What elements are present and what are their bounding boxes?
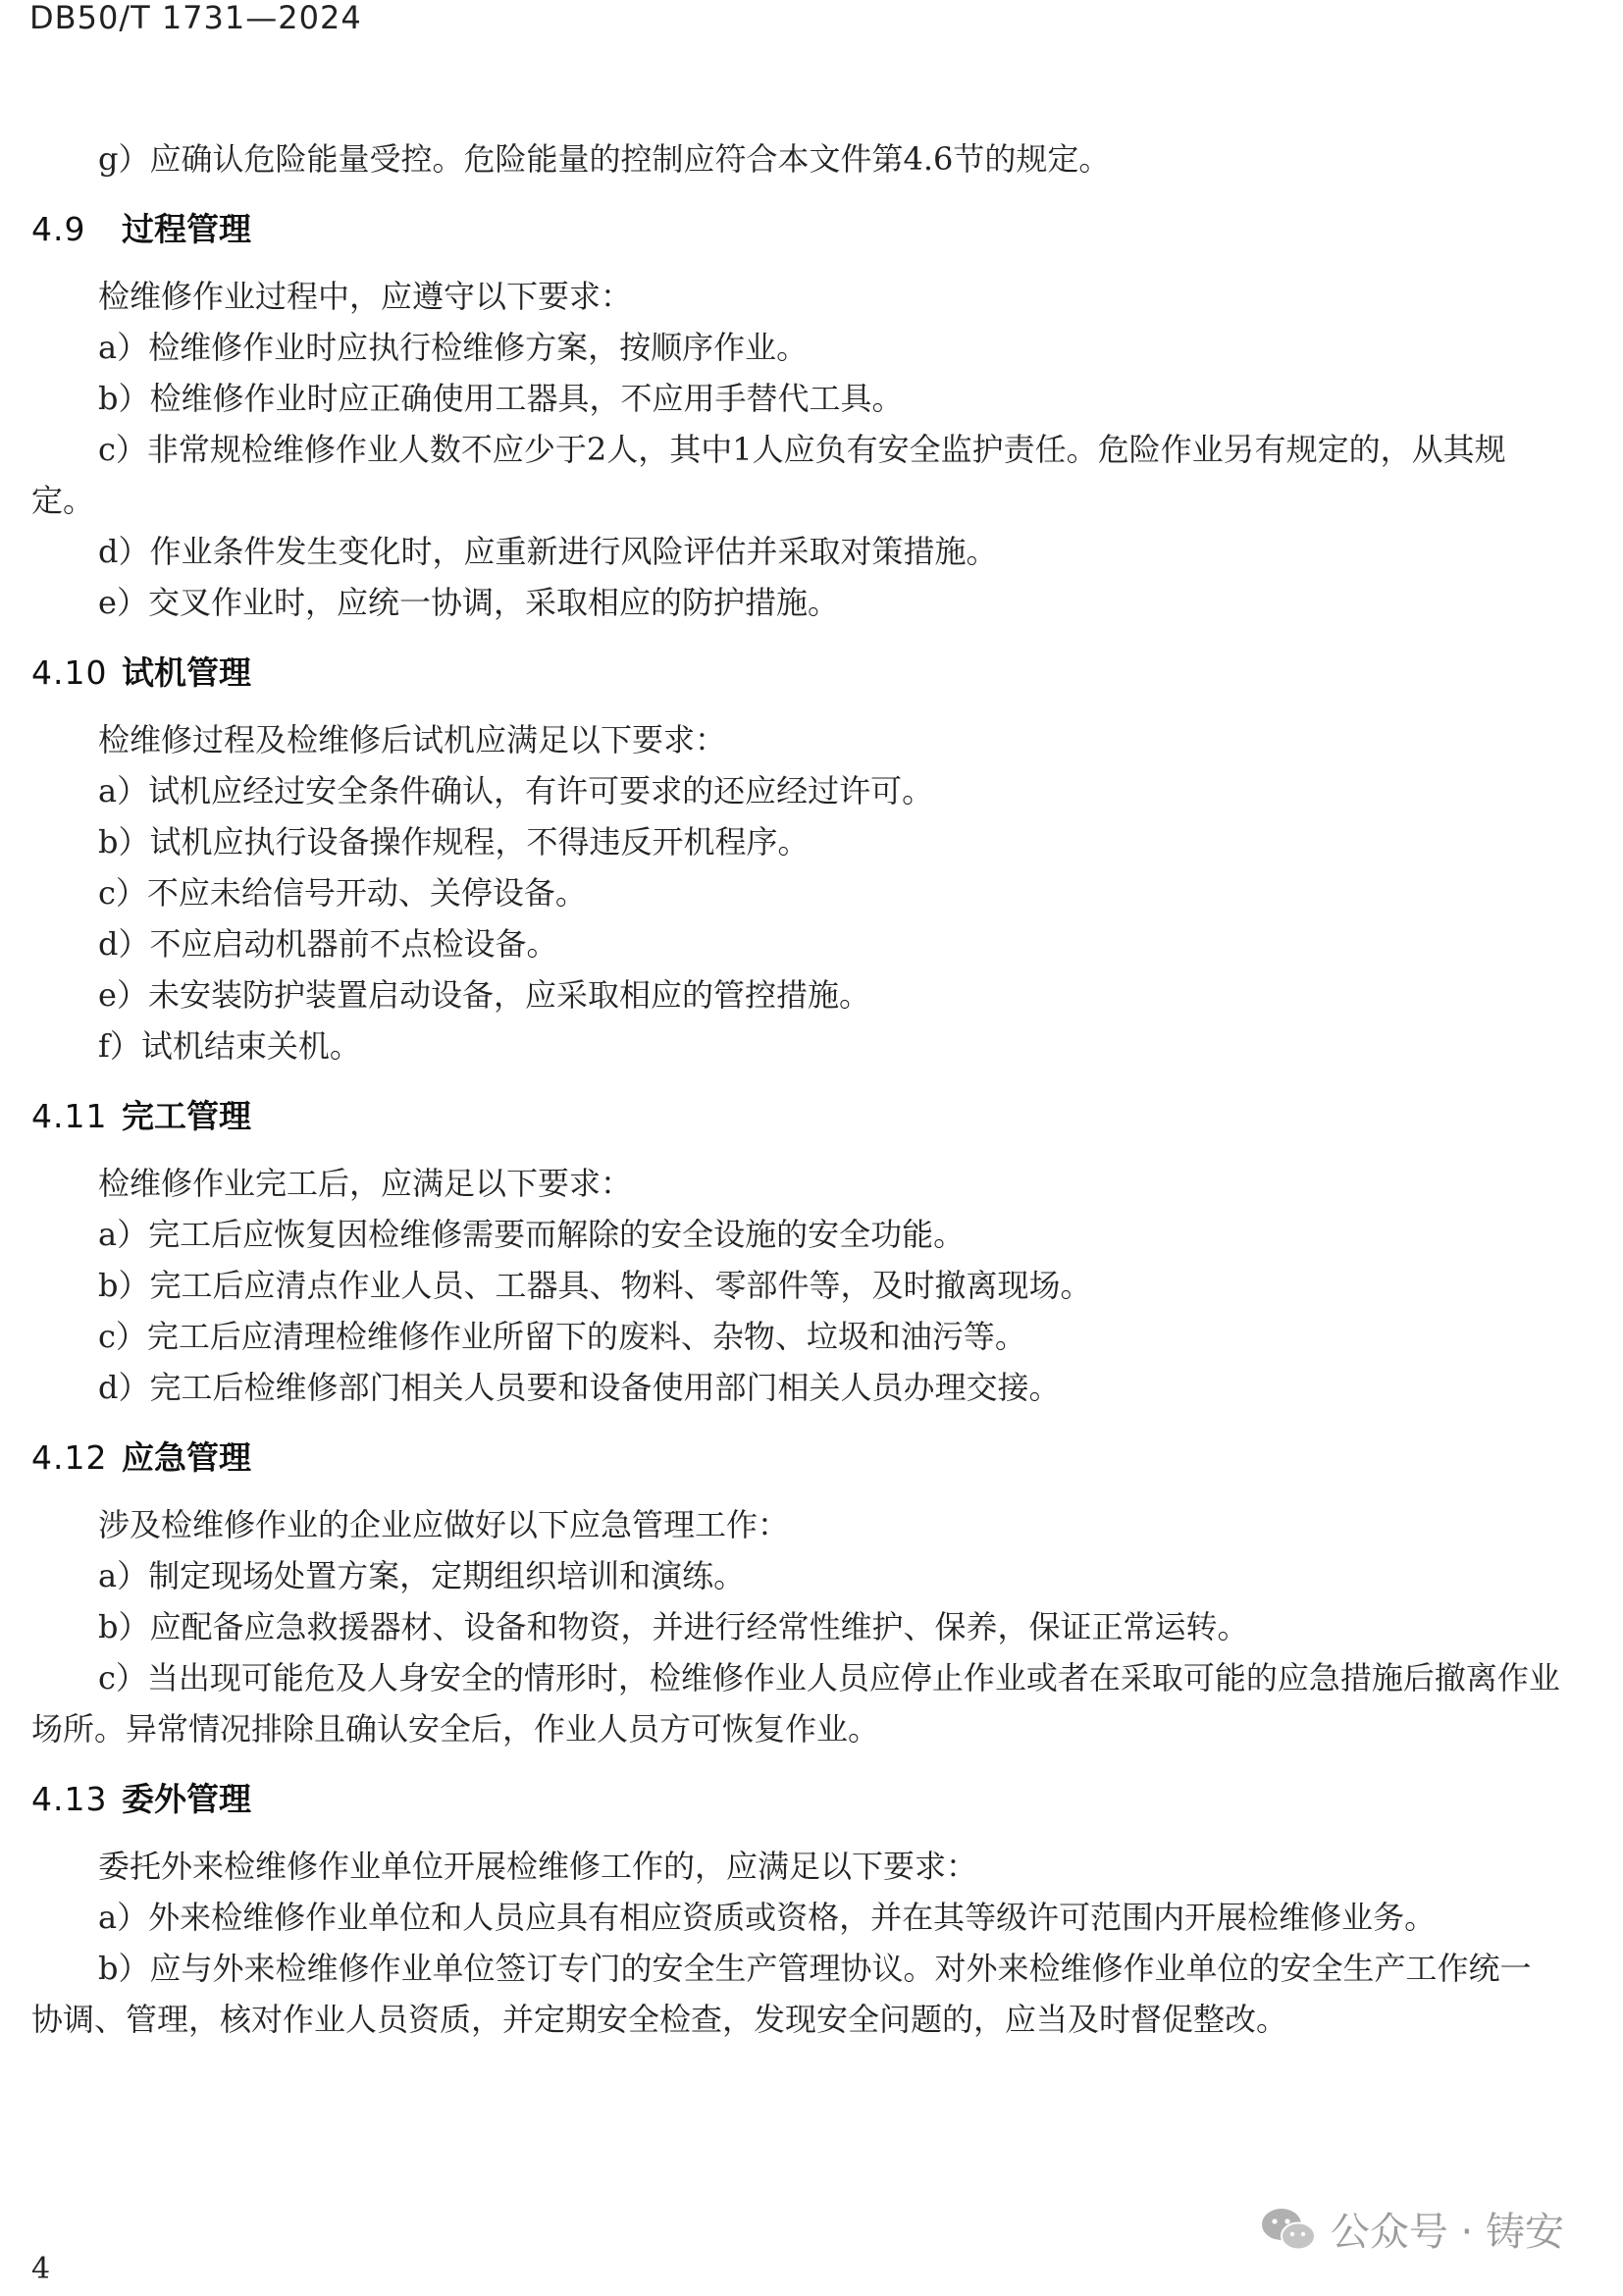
section-heading: [31, 1774, 1562, 1825]
watermark-text: 公众号 · 铸安: [1330, 2210, 1564, 2255]
section-4-12: [31, 1433, 1562, 1754]
list-item: e）未安装防护装置启动设备，应采取相应的管控措施。: [98, 976, 870, 1014]
section-intro: 委托外来检维修作业单位开展检维修工作的，应满足以下要求：: [98, 1848, 978, 1885]
document-body: [31, 133, 1562, 2045]
section-number: 4.10: [31, 653, 108, 692]
list-item: f）试机结束关机。: [98, 1027, 361, 1065]
paragraph-g: g）应确认危险能量受控。危险能量的控制应符合本文件第4.6节的规定。: [98, 140, 1111, 178]
section-title: 试机管理: [122, 653, 251, 692]
section-heading: [31, 204, 1562, 255]
list-item: a）检维修作业时应执行检维修方案，按顺序作业。: [98, 329, 809, 366]
list-item: c）不应未给信号开动、关停设备。: [98, 874, 587, 912]
section-intro: 检维修作业完工后，应满足以下要求：: [98, 1165, 633, 1202]
section-intro: 检维修过程及检维修后试机应满足以下要求：: [98, 721, 727, 758]
section-heading: [31, 1433, 1562, 1484]
section-4-13: [31, 1774, 1562, 2045]
section-number: 4.13: [31, 1780, 108, 1818]
list-item: b）完工后应清点作业人员、工器具、物料、零部件等，及时撤离现场。: [98, 1267, 1092, 1304]
section-4-10: [31, 648, 1562, 1071]
list-item: a）完工后应恢复因检维修需要而解除的安全设施的安全功能。: [98, 1216, 966, 1253]
list-item: c）非常规检维修作业人数不应少于2人，其中1人应负有安全监护责任。危险作业另有规定的，从其规定。: [31, 431, 1506, 519]
list-item: a）外来检维修作业单位和人员应具有相应资质或资格，并在其等级许可范围内开展检维修业务。: [98, 1899, 1437, 1936]
section-number: 4.9: [31, 210, 86, 248]
list-item: d）完工后检维修部门相关人员要和设备使用部门相关人员办理交接。: [98, 1369, 1061, 1406]
section-number: 4.11: [31, 1097, 108, 1135]
section-4-11: [31, 1091, 1562, 1413]
list-item: d）作业条件发生变化时，应重新进行风险评估并采取对策措施。: [98, 533, 998, 570]
document-code-header: DB50/T 1731—2024: [29, 0, 362, 36]
section-number: 4.12: [31, 1438, 108, 1477]
list-item: b）试机应执行设备操作规程，不得违反开机程序。: [98, 823, 810, 861]
list-item: d）不应启动机器前不点检设备。: [98, 925, 558, 963]
section-heading: [31, 1091, 1562, 1142]
list-item: c）当出现可能危及人身安全的情形时，检维修作业人员应停止作业或者在采取可能的应急措施后撤离作业场所。异常情况排除且确认安全后，作业人员方可恢复作业。: [31, 1659, 1560, 1748]
page-number: 4: [31, 2252, 51, 2286]
watermark: [1260, 2201, 1564, 2257]
list-item: e）交叉作业时，应统一协调，采取相应的防护措施。: [98, 584, 839, 621]
list-item: a）试机应经过安全条件确认，有许可要求的还应经过许可。: [98, 772, 934, 809]
section-intro: 涉及检维修作业的企业应做好以下应急管理工作：: [98, 1506, 790, 1543]
section-4-9: [31, 204, 1562, 628]
list-item: c）完工后应清理检维修作业所留下的废料、杂物、垃圾和油污等。: [98, 1318, 1026, 1355]
section-title: 委外管理: [122, 1780, 251, 1818]
section-heading: [31, 648, 1562, 699]
section-title: 过程管理: [122, 210, 251, 248]
wechat-icon: [1260, 2206, 1317, 2253]
list-item: b）应配备应急救援器材、设备和物资，并进行经常性维护、保养，保证正常运转。: [98, 1608, 1249, 1645]
list-item: b）检维修作业时应正确使用工器具，不应用手替代工具。: [98, 380, 904, 417]
section-title: 完工管理: [122, 1097, 251, 1135]
list-item: b）应与外来检维修作业单位签订专门的安全生产管理协议。对外来检维修作业单位的安全生产工作统一协调、管理，核对作业人员资质，并定期安全检查，发现安全问题的，应当及时督促整改。: [31, 1950, 1532, 2038]
list-item: a）制定现场处置方案，定期组织培训和演练。: [98, 1557, 746, 1594]
section-intro: 检维修作业过程中，应遵守以下要求：: [98, 278, 633, 315]
section-title: 应急管理: [122, 1438, 251, 1477]
